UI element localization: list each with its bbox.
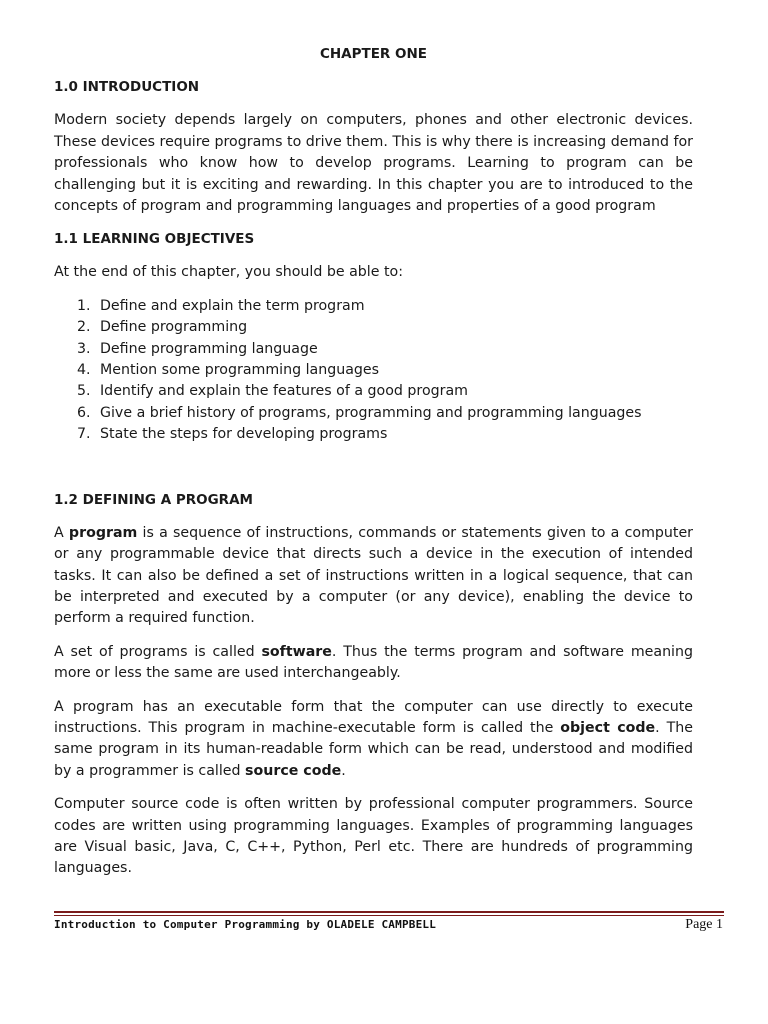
text-run: A (54, 524, 69, 541)
list-item (77, 360, 693, 381)
intro-heading: 1.0 INTRODUCTION (54, 79, 200, 96)
list-item (77, 296, 693, 317)
text-run: is a sequence of instructions, commands or statements given to a computer or any programmable device that directs such a device in the execution of intended tasks. It can also be defined a set of instructions written in a logical sequence, that can be interpreted and executed by a computer (or any device), enabling the device to perform a required function. (54, 524, 694, 627)
text-run: . The same program in its human-readable form which can be read, understood and modified by a programmer is called (54, 719, 693, 779)
list-text: Give a brief history of programs, programming and programming languages (100, 404, 642, 421)
text-run: A program has an executable form that the computer can use directly to execute instructions. This program in machine-executable form is called the (54, 698, 693, 736)
chapter-title: CHAPTER ONE (319, 46, 428, 62)
list-item (77, 424, 693, 445)
text-run: . (341, 762, 346, 779)
objectives-list (54, 296, 693, 446)
defining-heading: 1.2 DEFINING A PROGRAM (54, 491, 253, 508)
term-software: software (261, 643, 332, 660)
footer-rule-thick (54, 911, 724, 913)
footer-page-number: Page 1 (685, 917, 723, 932)
term-source-code: source code (245, 762, 342, 779)
list-item (77, 403, 693, 424)
source-code-paragraph: Computer source code is often written by professional computer programmers. Source codes are written using programming languages. Examples of programming languages are Visual basic, Java, C, C++, Python, Perl etc. There are hundreds of programming languages. (54, 796, 693, 877)
list-item (77, 381, 693, 402)
object-code-paragraph (54, 697, 693, 783)
list-number: 1. (77, 297, 91, 314)
page-content (54, 44, 693, 892)
list-number: 6. (77, 404, 91, 421)
text-run: . Thus the terms program and software meaning more or less the same are used interchangeably. (54, 643, 693, 682)
list-text: Identify and explain the features of a good program (100, 383, 468, 400)
objectives-heading: 1.1 LEARNING OBJECTIVES (54, 231, 255, 248)
footer-rule-thin (54, 915, 724, 916)
objectives-lead: At the end of this chapter, you should be able to: (54, 264, 404, 281)
list-number: 2. (77, 319, 91, 336)
list-number: 4. (77, 362, 91, 379)
list-text: Define programming language (100, 340, 318, 357)
term-object-code: object code (560, 719, 656, 736)
list-text: Mention some programming languages (100, 362, 380, 379)
list-item (77, 317, 693, 338)
list-text: State the steps for developing programs (100, 426, 388, 443)
software-paragraph (54, 642, 693, 685)
list-text: Define programming (100, 319, 248, 336)
program-definition-paragraph (54, 523, 693, 630)
footer-book-title: Introduction to Computer Programming by OLADELE CAMPBELL (54, 918, 437, 931)
term-program: program (68, 524, 138, 541)
intro-paragraph: Modern society depends largely on computers, phones and other electronic devices. These devices require programs to drive them. This is why there is increasing demand for professionals who know how to develop programs. Learning to program can be challenging but it is exciting and rewarding. In this chapter you are to introduced to the concepts of program and programming languages and properties of a good program (54, 112, 693, 215)
list-number: 5. (77, 383, 91, 400)
list-number: 3. (77, 340, 91, 357)
list-text: Define and explain the term program (100, 297, 365, 314)
list-item (77, 339, 693, 360)
list-number: 7. (77, 426, 91, 443)
text-run: A set of programs is called (54, 643, 262, 660)
